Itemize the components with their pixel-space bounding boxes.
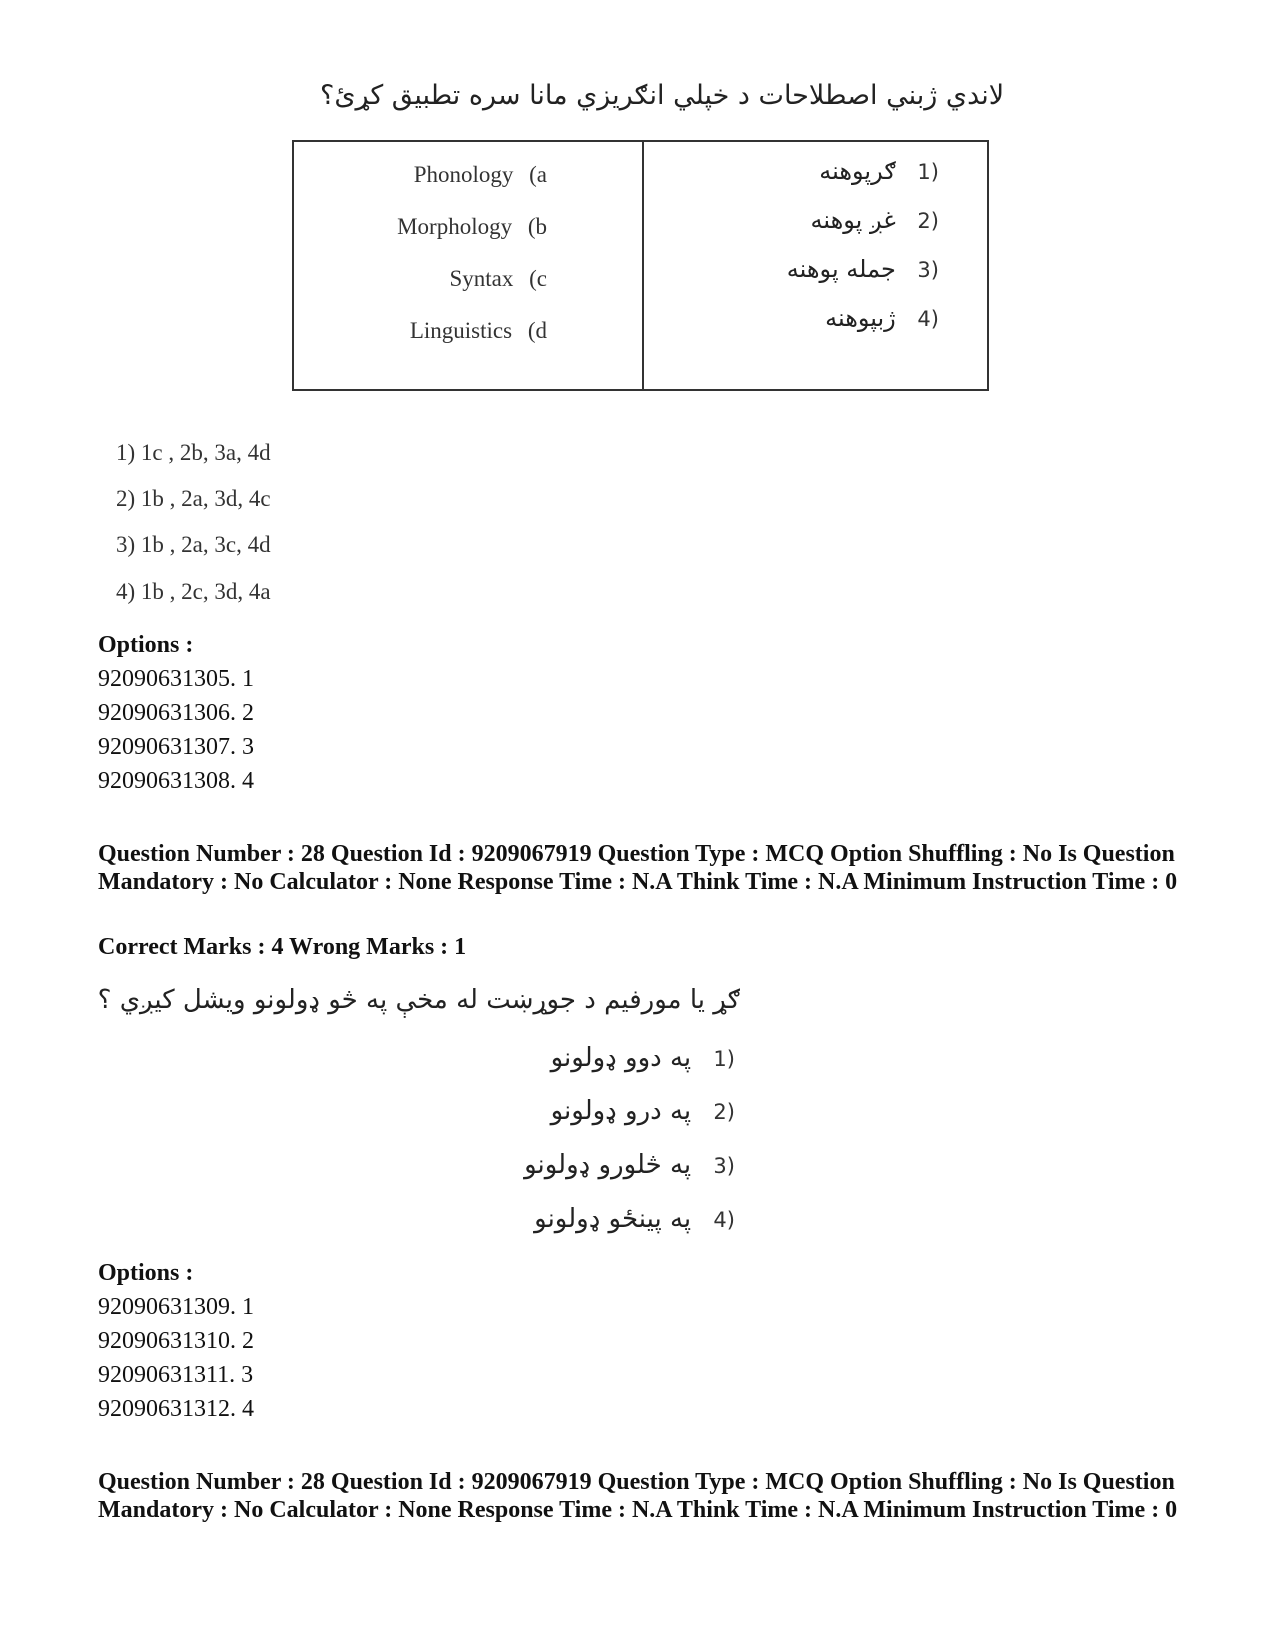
option-line: 92090631312. 4 xyxy=(98,1396,254,1422)
question-1-choice-3: 3) 1b , 2a, 3c, 4d xyxy=(116,532,271,557)
options-heading: Options : xyxy=(98,632,194,658)
question-2-choice-1 xyxy=(551,1043,735,1073)
choice-label: (2 xyxy=(713,1100,735,1124)
left-item-a xyxy=(414,162,547,188)
right-term: ژبپوهنه xyxy=(825,304,896,332)
question-2-choice-4 xyxy=(534,1204,735,1234)
option-line: 92090631309. 1 xyxy=(98,1294,254,1320)
option-line: 92090631307. 3 xyxy=(98,734,254,760)
question-2-choice-2 xyxy=(551,1096,735,1126)
right-term: ګرپوهنه xyxy=(819,157,896,185)
left-term: Syntax xyxy=(449,266,514,291)
right-term: جمله پوهنه xyxy=(786,255,896,283)
question-1-choice-2: 2) 1b , 2a, 3d, 4c xyxy=(116,486,271,511)
choice-label: (3 xyxy=(713,1154,735,1178)
choice-text: په دوو ډولونو xyxy=(550,1043,692,1073)
right-item-2 xyxy=(811,206,939,234)
right-item-4 xyxy=(825,304,939,332)
left-label: (b xyxy=(527,214,547,239)
question-2-choice-3 xyxy=(524,1150,735,1180)
left-term: Phonology xyxy=(413,162,514,187)
table-divider xyxy=(642,142,644,389)
left-item-c xyxy=(449,266,547,292)
right-label: (3 xyxy=(917,258,939,282)
question-1-choice-1: 1) 1c , 2b, 3a, 4d xyxy=(116,440,271,465)
question-1-title: لاندي ژبني اصطلاحات د خپلي انګریزي مانا سره تطبیق کړئ؟ xyxy=(320,80,1005,111)
question-meta: Question Number : 28 Question Id : 9209067919 Question Type : MCQ Option Shuffling : No Is Question Mandatory : No Calculator : None Response Time : N.A Think Time : N.A Minimum Instruction Time : 0 xyxy=(98,1469,1178,1523)
question-1-choice-4: 4) 1b , 2c, 3d, 4a xyxy=(116,579,271,604)
choice-text: په څلورو ډولونو xyxy=(524,1150,692,1180)
left-term: Morphology xyxy=(397,214,513,239)
question-meta: Question Number : 28 Question Id : 9209067919 Question Type : MCQ Option Shuffling : No Is Question Mandatory : No Calculator : None Response Time : N.A Think Time : N.A Minimum Instruction Time : 0 xyxy=(98,841,1178,895)
option-line: 92090631310. 2 xyxy=(98,1328,254,1354)
left-item-d xyxy=(410,318,547,344)
choice-label: (4 xyxy=(713,1208,735,1232)
match-table xyxy=(292,140,989,391)
right-label: (2 xyxy=(917,209,939,233)
option-line: 92090631306. 2 xyxy=(98,700,254,726)
right-label: (1 xyxy=(917,160,939,184)
left-item-b xyxy=(397,214,547,240)
right-item-1 xyxy=(819,157,939,185)
left-label: (a xyxy=(529,162,547,187)
choice-text: په پینځو ډولونو xyxy=(534,1204,692,1234)
choice-text: په درو ډولونو xyxy=(550,1096,692,1126)
marks-line: Correct Marks : 4 Wrong Marks : 1 xyxy=(98,934,467,960)
options-heading: Options : xyxy=(98,1260,194,1286)
question-2-title: ګړ یا مورفیم د جوړښت له مخې په څو ډولونو ویشل کیږي ؟ xyxy=(97,985,740,1015)
left-label: (d xyxy=(527,318,547,343)
option-line: 92090631305. 1 xyxy=(98,666,254,692)
left-term: Linguistics xyxy=(409,318,513,343)
option-line: 92090631311. 3 xyxy=(98,1362,254,1388)
right-label: (4 xyxy=(917,307,939,331)
right-term: غږ پوهنه xyxy=(810,206,896,234)
right-item-3 xyxy=(787,255,939,283)
choice-label: (1 xyxy=(713,1047,735,1071)
left-label: (c xyxy=(529,266,547,291)
option-line: 92090631308. 4 xyxy=(98,768,254,794)
